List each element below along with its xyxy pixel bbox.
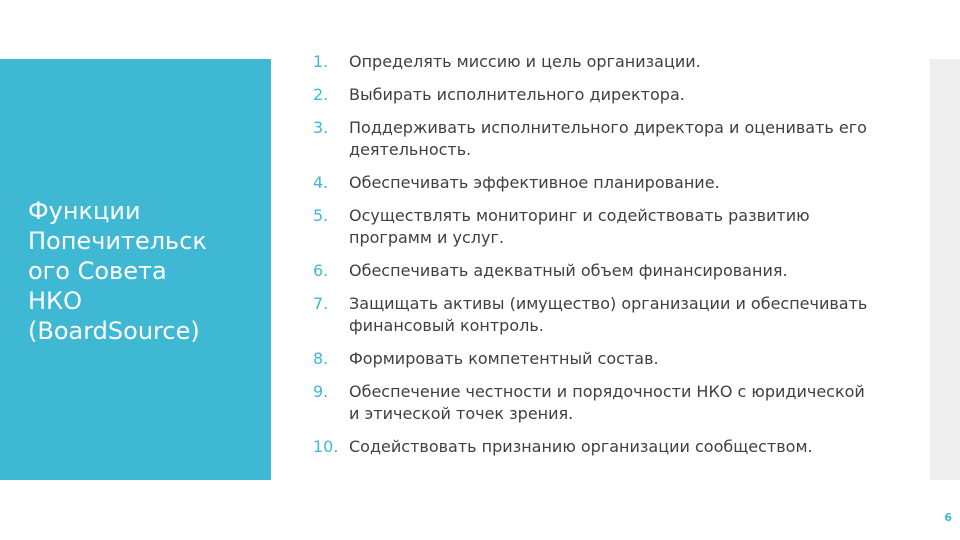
right-decorative-strip [930,59,960,480]
list-item-text: Поддерживать исполнительного директора и оценивать его деятельность. [349,118,867,159]
list-item-number: 10. [313,437,339,456]
list-item [313,436,873,458]
list-item [313,381,873,425]
list-item [313,172,873,194]
list-item-text: Обеспечивать адекватный объем финансирования. [349,261,788,280]
list-item-number: 4. [313,173,329,192]
list-item-number: 8. [313,349,329,368]
slide-title: Функции Попечительск ого Совета НКО (BoardSource) [28,197,207,345]
list-item [313,117,873,161]
list-item-text: Определять миссию и цель организации. [349,52,701,71]
list-item [313,205,873,249]
list-item [313,293,873,337]
list-item-number: 1. [313,52,329,71]
list-item-text: Осуществлять мониторинг и содействовать развитию программ и услуг. [349,206,810,247]
functions-list [313,51,873,469]
list-item-text: Формировать компетентный состав. [349,349,659,368]
list-item [313,348,873,370]
list-item-text: Обеспечение честности и порядочности НКО с юридической и этической точек зрения. [349,382,865,423]
list-item-text: Содействовать признанию организации сообществом. [349,437,813,456]
list-item [313,260,873,282]
list-item-number: 5. [313,206,329,225]
list-item-number: 6. [313,261,329,280]
list-item [313,84,873,106]
list-item-number: 3. [313,118,329,137]
list-item [313,51,873,73]
list-item-number: 2. [313,85,329,104]
list-item-text: Обеспечивать эффективное планирование. [349,173,720,192]
list-item-number: 9. [313,382,329,401]
list-item-number: 7. [313,294,329,313]
page-number: 6 [944,511,952,524]
list-item-text: Защищать активы (имущество) организации и обеспечивать финансовый контроль. [349,294,868,335]
list-item-text: Выбирать исполнительного директора. [349,85,685,104]
